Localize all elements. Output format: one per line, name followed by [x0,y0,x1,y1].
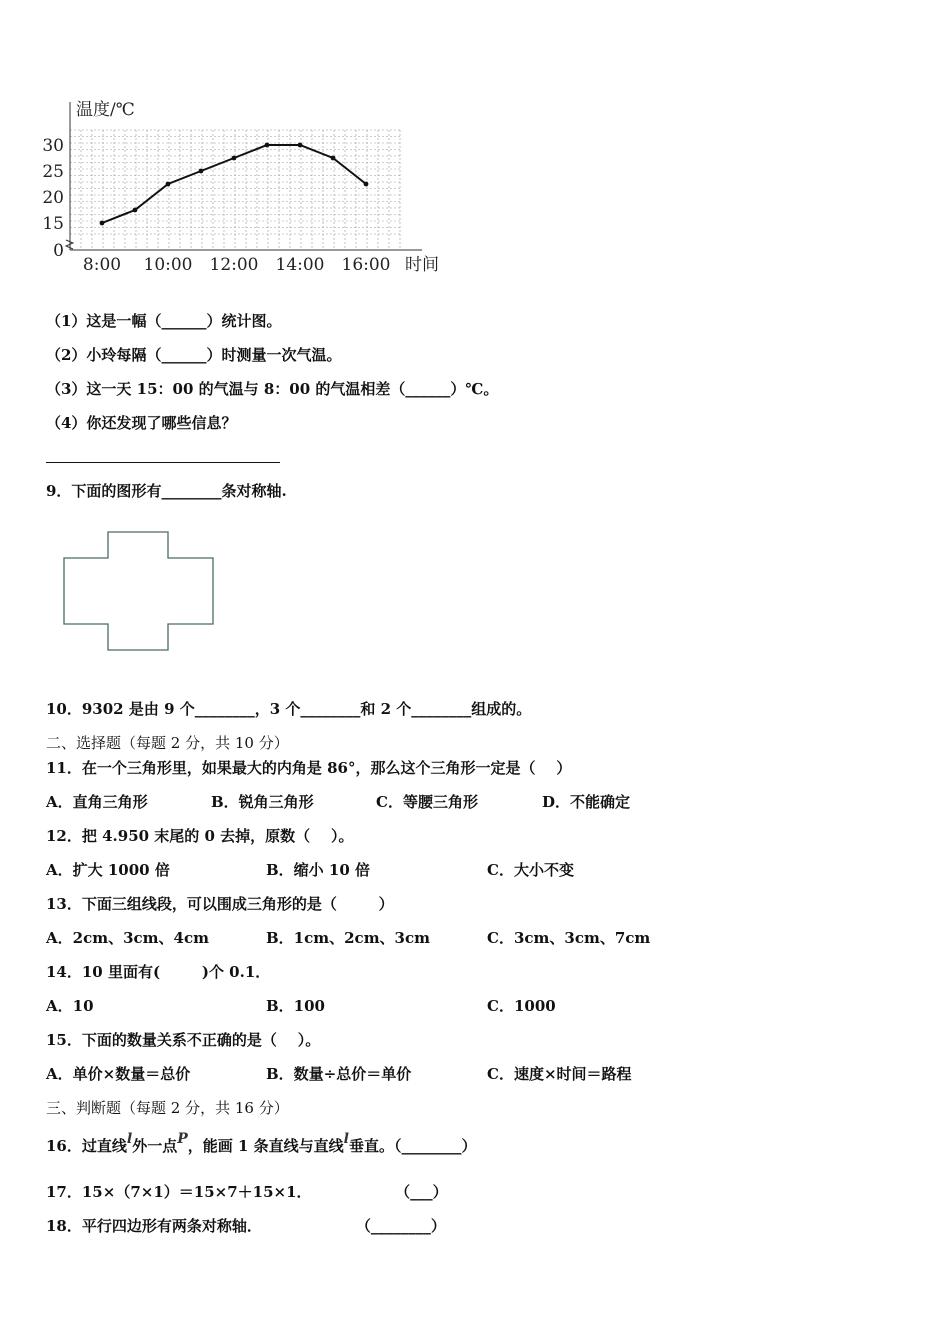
q14-stem: 14．10 里面有( )个 0.1． [46,963,271,981]
q12-option-c: C．大小不变 [487,861,574,879]
x-tick-label: 16:00 [341,255,391,275]
data-point [232,156,237,161]
q10-stem: 10．9302 是由 9 个________，3 个________和 2 个________组成的。 [46,700,532,718]
q8-part3: （3）这一天 15：00 的气温与 8：00 的气温相差（______）℃。 [46,380,499,398]
q16-part4: 垂直。（________） [348,1137,477,1155]
axis-break [66,240,73,249]
q15-option-a: A．单价×数量＝总价 [46,1065,191,1083]
q16-part2: 外一点 [132,1137,178,1155]
x-tick-label: 8:00 [82,255,122,275]
section3-heading: 三、判断题（每题 2 分，共 16 分） [46,1099,289,1117]
q8-part4: （4）你还发现了哪些信息？ [46,414,237,432]
x-tick-label: 10:00 [143,255,193,275]
q13-option-b: B．1cm、2cm、3cm [266,929,431,947]
x-tick-label: 12:00 [209,255,259,275]
x-tick-labels [83,255,391,275]
q15-stem: 15．下面的数量关系不正确的是（ ）。 [46,1031,321,1049]
q14-option-c: C．1000 [487,997,556,1015]
q8-part1: （1）这是一幅（______）统计图。 [46,312,282,330]
data-point [364,182,369,187]
y-tick-label: 20 [42,188,64,208]
q18-stem: 18．平行四边形有两条对称轴． （________） [46,1217,446,1235]
y-tick-label: 15 [42,214,64,234]
q8-part2: （2）小玲每隔（______）时测量一次气温。 [46,346,342,364]
q13-option-c: C．3cm、3cm、7cm [487,929,651,947]
q15-option-b: B．数量÷总价＝单价 [266,1065,412,1083]
q12-option-a: A．扩大 1000 倍 [46,861,170,879]
y-tick-label: 0 [53,241,64,261]
data-point [199,169,204,174]
section2-heading: 二、选择题（每题 2 分，共 10 分） [46,734,289,752]
q16-stem [46,1131,477,1157]
point-p-symbol: P [177,1131,188,1147]
x-axis-label: 时间 [405,255,439,275]
line-l-symbol: l [126,1131,133,1147]
cross-shape-figure [60,528,220,658]
data-point [331,156,336,161]
y-tick-label: 25 [42,162,64,182]
q12-option-b: B．缩小 10 倍 [266,861,370,879]
q9-stem: 9．下面的图形有________条对称轴. [46,482,287,500]
data-point [100,221,105,226]
q11-option-d: D．不能确定 [542,793,631,811]
q11-option-b: B．锐角三角形 [211,793,314,811]
data-point [166,182,171,187]
data-point [265,143,270,148]
q17-stem: 17．15×（7×1）＝15×7＋15×1． （___） [46,1183,448,1201]
q11-stem: 11．在一个三角形里，如果最大的内角是 86°，那么这个三角形一定是（ ） [46,759,572,777]
line-l-symbol-2: l [343,1131,349,1147]
q13-option-a: A．2cm、3cm、4cm [46,929,209,947]
chart-grid [70,130,400,250]
q16-part1: 16．过直线 [46,1137,127,1155]
q11-option-a: A．直角三角形 [46,793,148,811]
q13-stem: 13．下面三组线段，可以围成三角形的是（ ） [46,895,394,913]
temperature-line-chart [40,90,460,280]
y-tick-label: 30 [42,136,64,156]
q15-option-c: C．速度×时间＝路程 [487,1065,632,1083]
q14-option-b: B．100 [266,997,325,1015]
q14-option-a: A．10 [46,997,94,1015]
answer-line [46,462,280,463]
data-point [298,143,303,148]
q11-option-c: C．等腰三角形 [376,793,478,811]
y-axis-label: 温度/℃ [76,100,135,120]
y-tick-labels [42,136,64,261]
q16-part3: ，能画 1 条直线与直线 [187,1137,344,1155]
x-tick-label: 14:00 [275,255,325,275]
data-point [133,208,138,213]
q12-stem: 12．把 4.950 末尾的 0 去掉，原数（ ）。 [46,827,354,845]
